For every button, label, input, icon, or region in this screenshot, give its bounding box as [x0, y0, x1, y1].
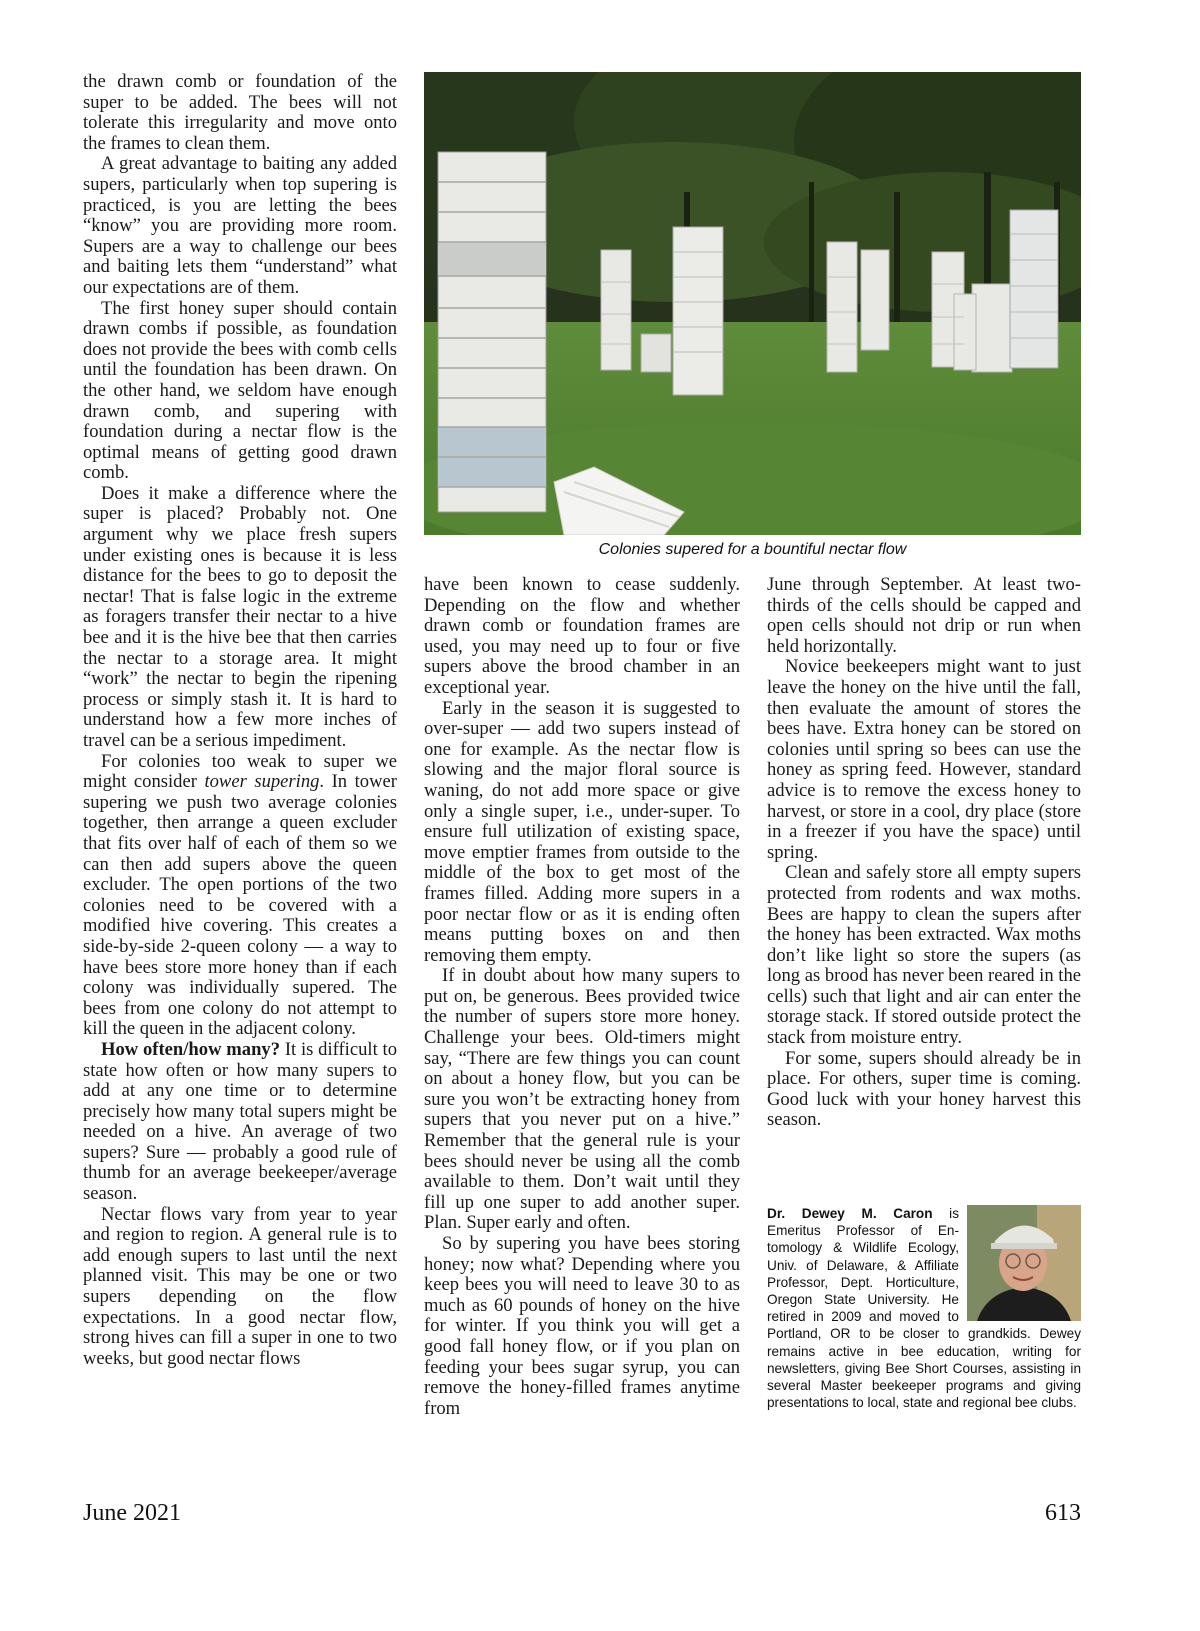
- author-name: Dr. Dewey M. Caron: [767, 1206, 933, 1221]
- section-heading: How often/how many?: [101, 1038, 281, 1060]
- paragraph: A great advantage to baiting any added supers, particularly when top supering is practiced, is you are letting the bees “know” you are providing more room. Supers are a way to challenge our bees and baiting lets them “understand” what our expectations are of them.: [83, 153, 397, 298]
- issue-date: June 2021: [83, 1500, 181, 1526]
- paragraph: If in doubt about how many supers to put on, be generous. Bees provided twice the number of supers store more honey. Challenge your bees. Old-timers might say, “There are few things you can count on about a honey flow, but you can be sure you won’t be extracting honey from supers that you never put on a hive.” Remember that the general rule is your bees should never be using all the comb available to them. Don’t wait until they fill up one super to add another super. Plan. Super early and often.: [424, 965, 740, 1234]
- paragraph: [83, 1040, 397, 1205]
- paragraph: [83, 752, 397, 1040]
- paragraph: The first honey super should contain drawn combs if possible, as foundation does not provide the bees with comb cells until the foundation has been drawn. On the other hand, we seldom have enough drawn comb, and supering with foundation during a nectar flow is the optimal means of getting good drawn comb.: [83, 297, 397, 484]
- article-column-2: [424, 575, 740, 1419]
- paragraph: So by supering you have bees storing honey; now what? Depending where you keep bees you will need to leave 30 to as much as 60 pounds of honey on the hive for winter. If you think you will get a good fall honey flow, or if you plan on feeding your bees sugar syrup, you can remove the honey-filled frames anytime from: [424, 1233, 740, 1419]
- paragraph-text: . In tower supering we push two average colonies together, then arrange a queen excluder that fits over half of each of them so we can then add supers above the queen excluder. The open portions of the two colonies need to be covered with a modified hive covering. This creates a side-by-side 2-queen colony — a way to have bees store more honey than if each colony was individually supered. The bees from one colony do not attempt to kill the queen in the adjacent colony.: [83, 771, 397, 1040]
- beehive-photo: [424, 72, 1081, 535]
- article-column-3: [767, 575, 1081, 1131]
- paragraph: Novice beekeepers might want to just leave the honey on the hive until the fall, then evaluate the amount of stores the bees have. Extra honey can be stored on colonies until spring so bees can use the honey as spring feed. However, standard advice is to remove the excess honey to harvest, or store in a cool, dry place (store in a freezer if you have the space) until spring.: [767, 656, 1081, 863]
- emphasis-term: tower supering: [204, 771, 320, 793]
- paragraph: Early in the season it is suggested to over-super — add two supers instead of one for example. As the nectar flow is slowing and the major floral source is waning, do not add more space or give only a single super, i.e., under-super. To ensure full utilization of existing space, move emptier frames from outside to the middle of the box to get most of the frames filled. Adding more supers in a poor nectar flow or as it is ending often means putting boxes on and then removing them empty.: [424, 697, 740, 966]
- article-column-1: [83, 72, 397, 1369]
- paragraph-text: It is difficult to state how often or how many supers to add at any one time or to determine precisely how many total supers might be needed on a hive. An average of two supers? Sure — probably a good rule of thumb for an average beekeeper/average season.: [83, 1038, 397, 1205]
- paragraph: the drawn comb or foundation of the super to be added. The bees will not tolerate this irregularity and move onto the frames to clean them.: [83, 71, 397, 154]
- author-bio: [767, 1205, 1081, 1411]
- paragraph: Clean and safely store all empty supers protected from rodents and wax moths. Bees are happy to clean the supers after the honey has been extracted. Wax moths don’t like light so store the supers (as long as brood has never been reared in the cells) such that light and air can enter the storage stack. If stored outside protect the stack from moisture entry.: [767, 862, 1081, 1049]
- author-photo: [967, 1205, 1081, 1321]
- paragraph: Does it make a difference where the super is placed? Probably not. One argument why we place fresh supers under existing ones is because it is less distance for the bees to go to deposit the nectar! That is false logic in the extreme as foragers transfer their nectar to a hive bee and it is the hive bee that then carries the nectar to a storage area. It might “work” the nectar to begin the ripening process or simply stash it. It is hard to understand how a few more inches of travel can be a serious impediment.: [83, 482, 397, 751]
- author-bio-text: is Emeritus Professor of Entomology & Wildlife Ecology, Univ. of Delaware, & Affiliate Professor, Dept. Horticulture, Oregon State University. He retired in 2009 and moved to Portland, OR to be closer to grandkids. Dewey remains active in bee education, writing for newsletters, giving Bee Short Courses, assisting in several Master beekeeper programs and giving presentations to local, state and regional bee clubs.: [767, 1206, 1081, 1411]
- paragraph: For some, supers should already be in place. For others, super time is coming. Good luck with your honey harvest this season.: [767, 1047, 1081, 1131]
- photo-caption: Colonies supered for a bountiful nectar flow: [598, 541, 907, 558]
- page-number: 613: [1045, 1500, 1081, 1526]
- paragraph: Nectar flows vary from year to year and region to region. A general rule is to add enough supers to last until the next planned visit. This may be one or two supers depending on the flow expectations. In a good nectar flow, strong hives can fill a super in one to two weeks, but good nectar flows: [83, 1203, 397, 1369]
- paragraph: June through September. At least two-thirds of the cells should be capped and open cells should not drip or run when held horizontally.: [767, 574, 1081, 657]
- paragraph-text: For colonies too weak to super we might consider: [83, 750, 397, 793]
- paragraph: have been known to cease suddenly. Depending on the flow and whether drawn comb or foundation frames are used, you may need up to four or five supers above the brood chamber in an exceptional year.: [424, 574, 740, 698]
